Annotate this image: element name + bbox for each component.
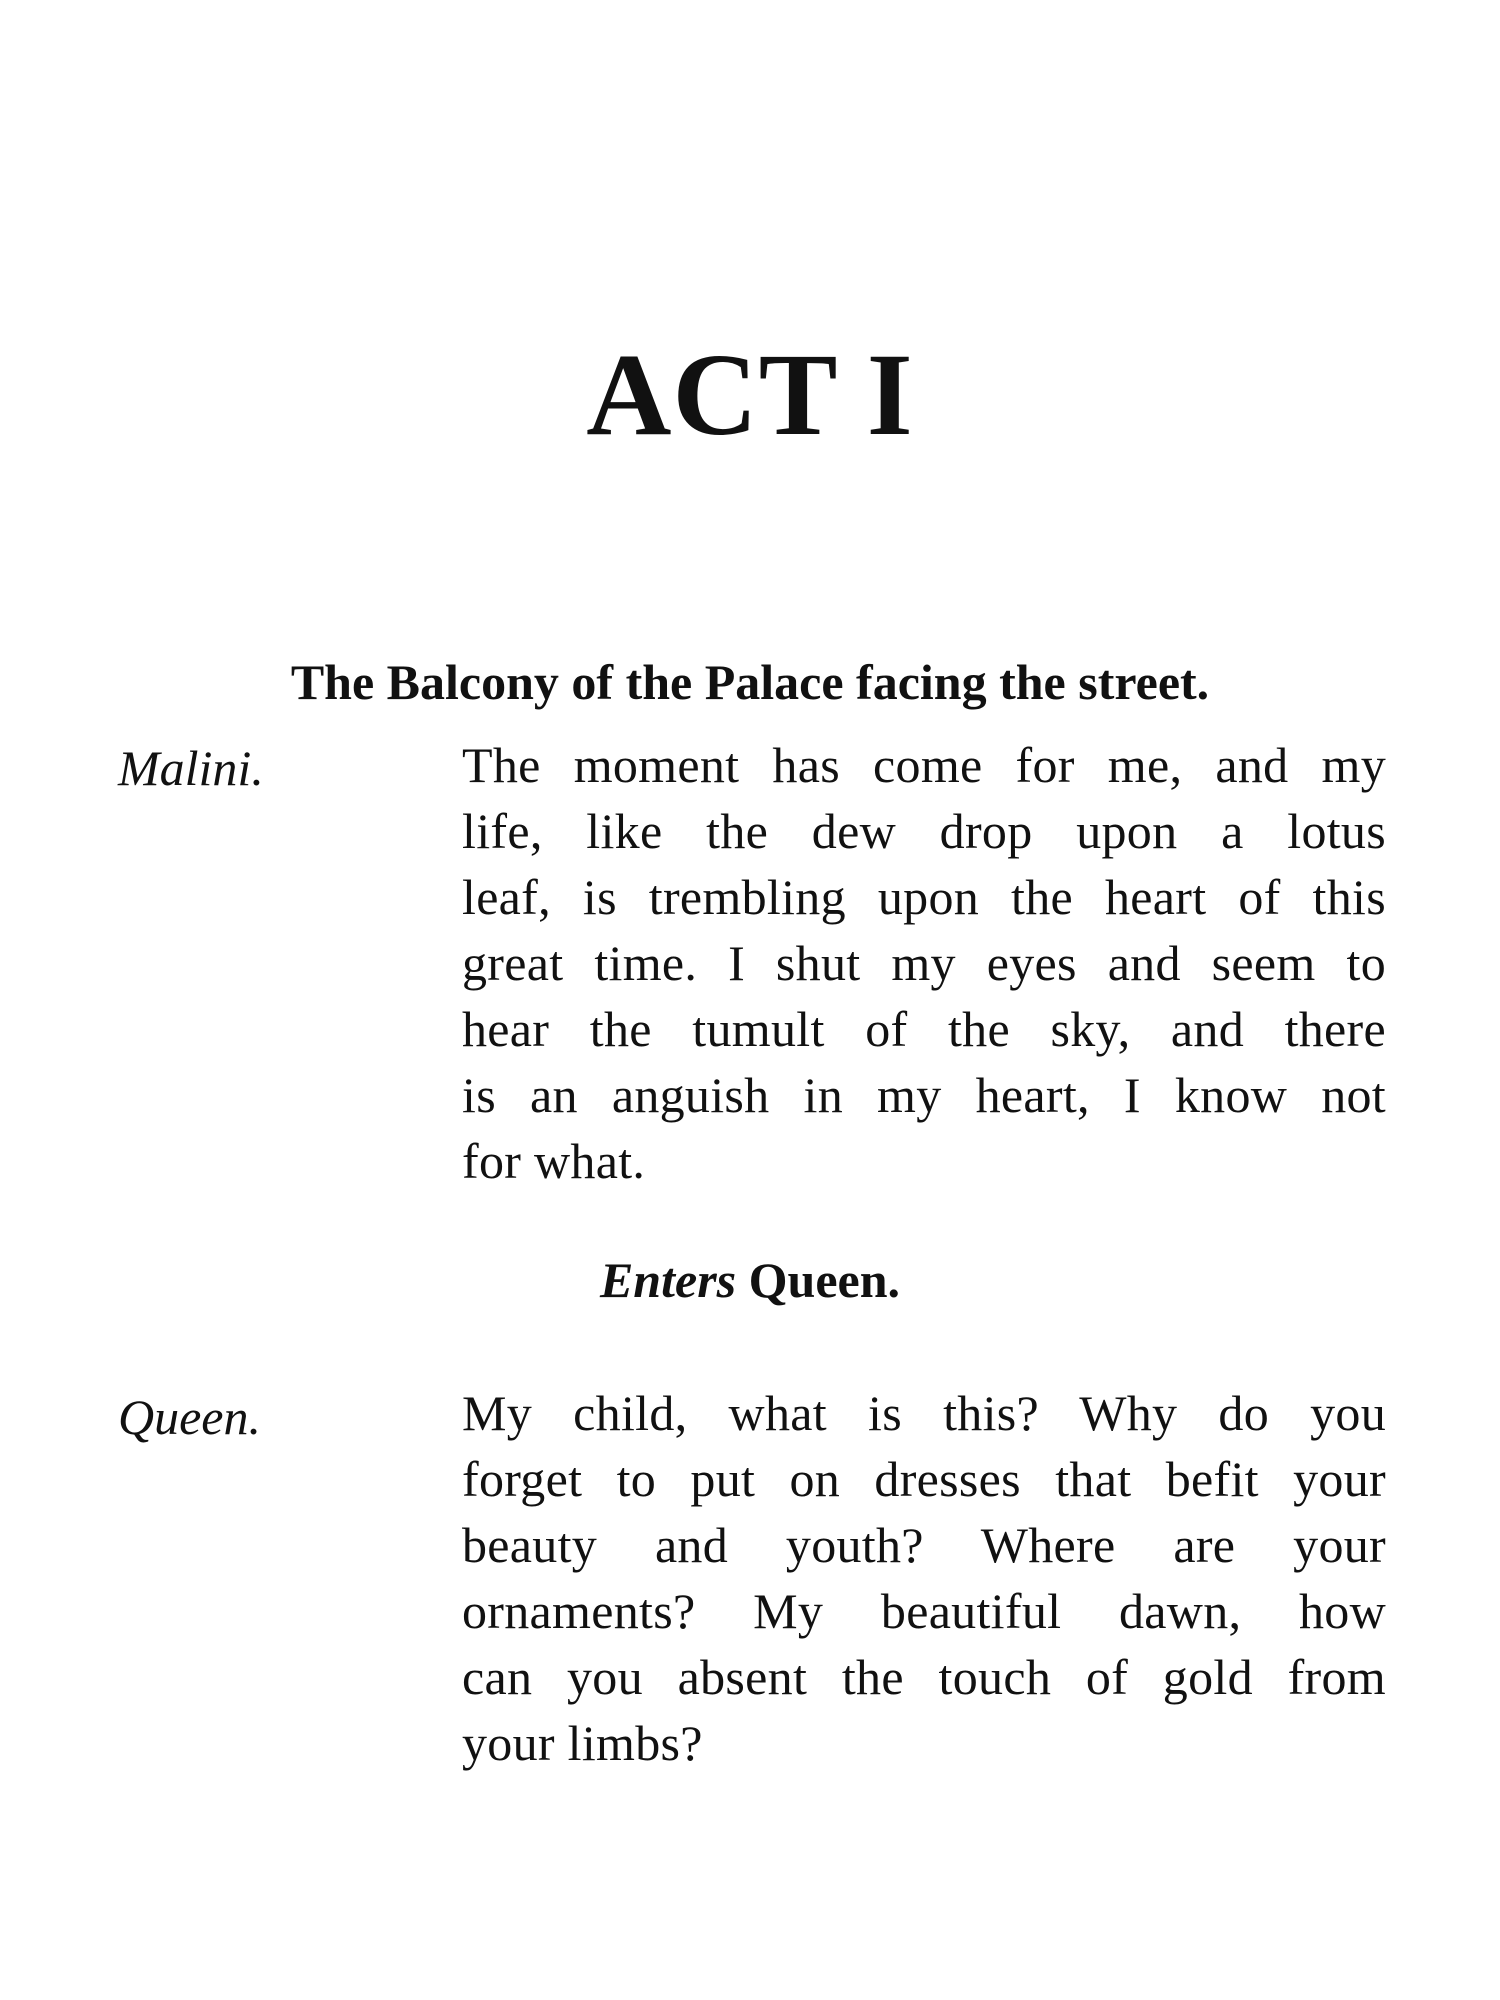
speech-line: The moment has come for me, and my: [462, 737, 1386, 793]
speech-line: beauty and youth? Where are your: [462, 1517, 1386, 1573]
entrance-character: Queen.: [748, 1252, 901, 1308]
speech-text: [462, 732, 1386, 1194]
speech-line: hear the tumult of the sky, and there: [462, 1001, 1386, 1057]
speech-text: [462, 1380, 1386, 1776]
speech-line: My child, what is this? Why do you: [462, 1385, 1386, 1441]
speech-line: forget to put on dresses that befit your: [462, 1451, 1386, 1507]
speaker-name: Queen.: [118, 1389, 261, 1445]
speaker-name: Malini.: [118, 740, 264, 796]
speech-line: can you absent the touch of gold from: [462, 1649, 1386, 1705]
speech-line: life, like the dew drop upon a lotus: [462, 803, 1386, 859]
speech-line: your limbs?: [462, 1715, 703, 1771]
speech-line: is an anguish in my heart, I know not: [462, 1067, 1386, 1123]
speech-line: leaf, is trembling upon the heart of this: [462, 869, 1386, 925]
act-title: ACT I: [586, 329, 914, 460]
speech-line: ornaments? My beautiful dawn, how: [462, 1583, 1386, 1639]
speech-line: for what.: [462, 1133, 646, 1189]
scene-heading: The Balcony of the Palace facing the street.: [290, 654, 1210, 710]
speech-line: great time. I shut my eyes and seem to: [462, 935, 1386, 991]
stage-direction-entrance: [0, 1250, 1500, 1310]
entrance-verb: Enters: [599, 1252, 737, 1308]
